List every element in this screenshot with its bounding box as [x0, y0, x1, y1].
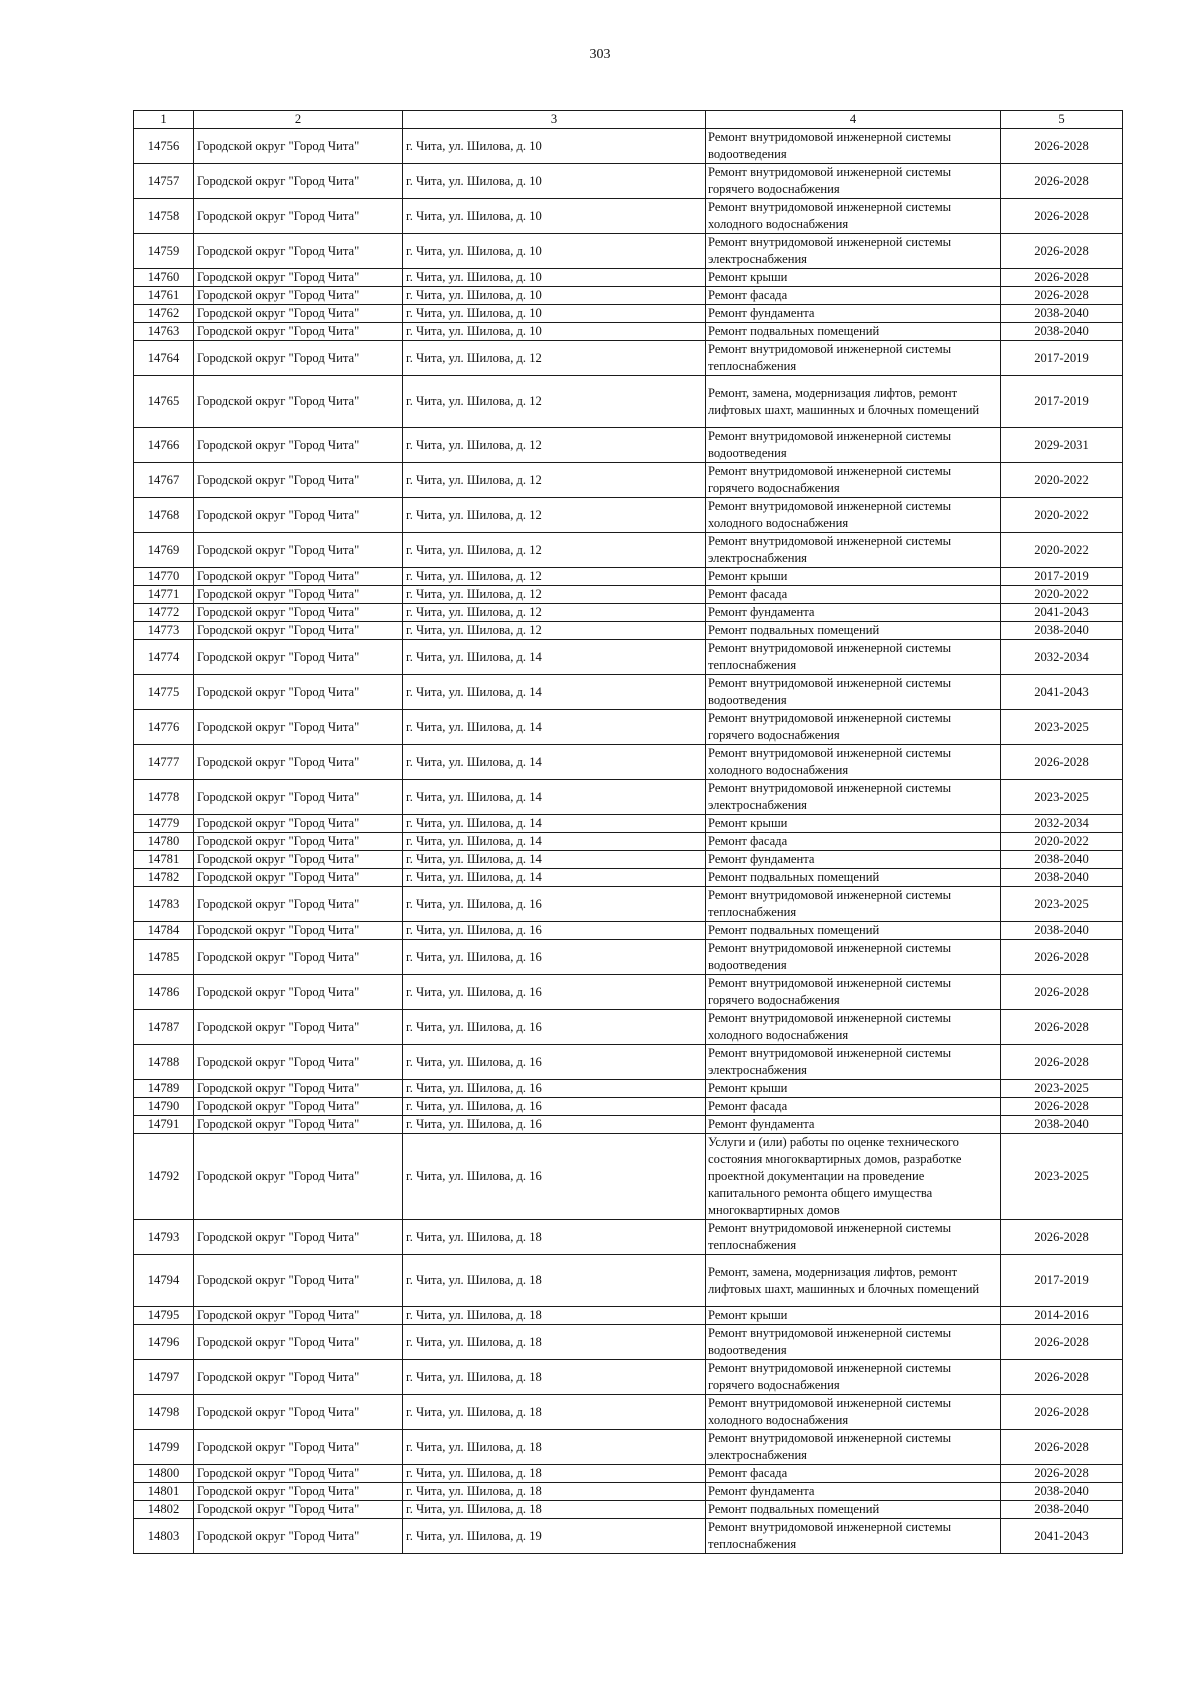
work-type-cell: Ремонт внутридомовой инженерной системы горячего водоснабжения [706, 975, 1001, 1010]
municipality-cell: Городской округ "Город Чита" [194, 1098, 403, 1116]
row-number-cell: 14795 [134, 1307, 194, 1325]
table-row [134, 1220, 1123, 1255]
row-number-cell: 14798 [134, 1395, 194, 1430]
address-cell: г. Чита, ул. Шилова, д. 14 [403, 675, 706, 710]
work-type-cell: Ремонт фасада [706, 833, 1001, 851]
work-type-cell: Ремонт внутридомовой инженерной системы водоотведения [706, 1325, 1001, 1360]
table-row [134, 586, 1123, 604]
table-row [134, 376, 1123, 428]
work-type-cell: Ремонт фасада [706, 287, 1001, 305]
address-cell: г. Чита, ул. Шилова, д. 16 [403, 922, 706, 940]
municipality-cell: Городской округ "Город Чита" [194, 1080, 403, 1098]
period-cell: 2017-2019 [1001, 568, 1123, 586]
work-type-cell: Ремонт крыши [706, 269, 1001, 287]
table-row [134, 1255, 1123, 1307]
municipality-cell: Городской округ "Город Чита" [194, 323, 403, 341]
work-type-cell: Ремонт внутридомовой инженерной системы горячего водоснабжения [706, 164, 1001, 199]
address-cell: г. Чита, ул. Шилова, д. 18 [403, 1501, 706, 1519]
row-number-cell: 14787 [134, 1010, 194, 1045]
work-type-cell: Ремонт внутридомовой инженерной системы холодного водоснабжения [706, 199, 1001, 234]
row-number-cell: 14786 [134, 975, 194, 1010]
table-row [134, 710, 1123, 745]
work-type-cell: Ремонт фасада [706, 586, 1001, 604]
work-type-cell: Ремонт внутридомовой инженерной системы электроснабжения [706, 780, 1001, 815]
work-type-cell: Ремонт крыши [706, 815, 1001, 833]
period-cell: 2026-2028 [1001, 975, 1123, 1010]
work-type-cell: Ремонт подвальных помещений [706, 869, 1001, 887]
row-number-cell: 14767 [134, 463, 194, 498]
row-number-cell: 14774 [134, 640, 194, 675]
work-type-cell: Ремонт фундамента [706, 604, 1001, 622]
address-cell: г. Чита, ул. Шилова, д. 14 [403, 869, 706, 887]
row-number-cell: 14770 [134, 568, 194, 586]
address-cell: г. Чита, ул. Шилова, д. 10 [403, 305, 706, 323]
municipality-cell: Городской округ "Город Чита" [194, 305, 403, 323]
table-row [134, 463, 1123, 498]
period-cell: 2026-2028 [1001, 1395, 1123, 1430]
municipality-cell: Городской округ "Город Чита" [194, 234, 403, 269]
municipality-cell: Городской округ "Город Чита" [194, 710, 403, 745]
period-cell: 2026-2028 [1001, 1220, 1123, 1255]
row-number-cell: 14785 [134, 940, 194, 975]
period-cell: 2038-2040 [1001, 1116, 1123, 1134]
table-row [134, 622, 1123, 640]
municipality-cell: Городской округ "Город Чита" [194, 1519, 403, 1554]
table-row [134, 869, 1123, 887]
table-row [134, 1325, 1123, 1360]
table-row [134, 1430, 1123, 1465]
period-cell: 2038-2040 [1001, 851, 1123, 869]
municipality-cell: Городской округ "Город Чита" [194, 269, 403, 287]
table-row [134, 1080, 1123, 1098]
work-type-cell: Ремонт фундамента [706, 851, 1001, 869]
work-type-cell: Ремонт фасада [706, 1465, 1001, 1483]
municipality-cell: Городской округ "Город Чита" [194, 780, 403, 815]
table-row [134, 428, 1123, 463]
address-cell: г. Чита, ул. Шилова, д. 16 [403, 1080, 706, 1098]
row-number-cell: 14783 [134, 887, 194, 922]
municipality-cell: Городской округ "Город Чита" [194, 1325, 403, 1360]
municipality-cell: Городской округ "Город Чита" [194, 1360, 403, 1395]
address-cell: г. Чита, ул. Шилова, д. 10 [403, 199, 706, 234]
table-row [134, 1045, 1123, 1080]
period-cell: 2026-2028 [1001, 234, 1123, 269]
row-number-cell: 14768 [134, 498, 194, 533]
address-cell: г. Чита, ул. Шилова, д. 16 [403, 1134, 706, 1220]
period-cell: 2032-2034 [1001, 640, 1123, 675]
work-type-cell: Ремонт, замена, модернизация лифтов, ремонт лифтовых шахт, машинных и блочных помещений [706, 1255, 1001, 1307]
municipality-cell: Городской округ "Город Чита" [194, 640, 403, 675]
work-type-cell: Ремонт внутридомовой инженерной системы водоотведения [706, 675, 1001, 710]
municipality-cell: Городской округ "Город Чита" [194, 1395, 403, 1430]
address-cell: г. Чита, ул. Шилова, д. 14 [403, 815, 706, 833]
period-cell: 2026-2028 [1001, 1465, 1123, 1483]
address-cell: г. Чита, ул. Шилова, д. 14 [403, 710, 706, 745]
address-cell: г. Чита, ул. Шилова, д. 12 [403, 498, 706, 533]
period-cell: 2038-2040 [1001, 622, 1123, 640]
period-cell: 2023-2025 [1001, 780, 1123, 815]
address-cell: г. Чита, ул. Шилова, д. 18 [403, 1325, 706, 1360]
municipality-cell: Городской округ "Город Чита" [194, 1045, 403, 1080]
period-cell: 2026-2028 [1001, 269, 1123, 287]
period-cell: 2023-2025 [1001, 1080, 1123, 1098]
address-cell: г. Чита, ул. Шилова, д. 14 [403, 851, 706, 869]
row-number-cell: 14791 [134, 1116, 194, 1134]
period-cell: 2017-2019 [1001, 1255, 1123, 1307]
table-row [134, 815, 1123, 833]
row-number-cell: 14789 [134, 1080, 194, 1098]
municipality-cell: Городской округ "Город Чита" [194, 922, 403, 940]
address-cell: г. Чита, ул. Шилова, д. 16 [403, 1045, 706, 1080]
row-number-cell: 14761 [134, 287, 194, 305]
table-row [134, 604, 1123, 622]
municipality-cell: Городской округ "Город Чита" [194, 1465, 403, 1483]
address-cell: г. Чита, ул. Шилова, д. 12 [403, 622, 706, 640]
table-row [134, 922, 1123, 940]
table-body [134, 111, 1123, 1554]
period-cell: 2038-2040 [1001, 922, 1123, 940]
address-cell: г. Чита, ул. Шилова, д. 19 [403, 1519, 706, 1554]
table-row [134, 851, 1123, 869]
municipality-cell: Городской округ "Город Чита" [194, 745, 403, 780]
work-type-cell: Ремонт внутридомовой инженерной системы теплоснабжения [706, 887, 1001, 922]
work-type-cell: Ремонт крыши [706, 1307, 1001, 1325]
column-header: 3 [403, 111, 706, 129]
table-row [134, 1098, 1123, 1116]
address-cell: г. Чита, ул. Шилова, д. 18 [403, 1430, 706, 1465]
address-cell: г. Чита, ул. Шилова, д. 12 [403, 533, 706, 568]
address-cell: г. Чита, ул. Шилова, д. 12 [403, 463, 706, 498]
period-cell: 2029-2031 [1001, 428, 1123, 463]
row-number-cell: 14765 [134, 376, 194, 428]
table-row [134, 887, 1123, 922]
municipality-cell: Городской округ "Город Чита" [194, 586, 403, 604]
period-cell: 2020-2022 [1001, 533, 1123, 568]
period-cell: 2032-2034 [1001, 815, 1123, 833]
address-cell: г. Чита, ул. Шилова, д. 12 [403, 568, 706, 586]
municipality-cell: Городской округ "Город Чита" [194, 568, 403, 586]
address-cell: г. Чита, ул. Шилова, д. 16 [403, 1098, 706, 1116]
address-cell: г. Чита, ул. Шилова, д. 18 [403, 1255, 706, 1307]
period-cell: 2017-2019 [1001, 376, 1123, 428]
row-number-cell: 14790 [134, 1098, 194, 1116]
work-type-cell: Ремонт крыши [706, 568, 1001, 586]
row-number-cell: 14764 [134, 341, 194, 376]
address-cell: г. Чита, ул. Шилова, д. 18 [403, 1360, 706, 1395]
address-cell: г. Чита, ул. Шилова, д. 16 [403, 1116, 706, 1134]
table-row [134, 533, 1123, 568]
address-cell: г. Чита, ул. Шилова, д. 18 [403, 1220, 706, 1255]
row-number-cell: 14771 [134, 586, 194, 604]
work-type-cell: Ремонт фундамента [706, 305, 1001, 323]
municipality-cell: Городской округ "Город Чита" [194, 1307, 403, 1325]
address-cell: г. Чита, ул. Шилова, д. 16 [403, 940, 706, 975]
period-cell: 2041-2043 [1001, 675, 1123, 710]
work-type-cell: Ремонт внутридомовой инженерной системы холодного водоснабжения [706, 1010, 1001, 1045]
period-cell: 2014-2016 [1001, 1307, 1123, 1325]
address-cell: г. Чита, ул. Шилова, д. 10 [403, 287, 706, 305]
row-number-cell: 14766 [134, 428, 194, 463]
address-cell: г. Чита, ул. Шилова, д. 16 [403, 1010, 706, 1045]
work-type-cell: Ремонт внутридомовой инженерной системы электроснабжения [706, 1045, 1001, 1080]
work-type-cell: Ремонт внутридомовой инженерной системы водоотведения [706, 940, 1001, 975]
table-row [134, 833, 1123, 851]
municipality-cell: Городской округ "Город Чита" [194, 341, 403, 376]
work-type-cell: Ремонт внутридомовой инженерной системы горячего водоснабжения [706, 710, 1001, 745]
row-number-cell: 14773 [134, 622, 194, 640]
municipality-cell: Городской округ "Город Чита" [194, 287, 403, 305]
municipality-cell: Городской округ "Город Чита" [194, 869, 403, 887]
table-row [134, 129, 1123, 164]
table-row [134, 745, 1123, 780]
table-header-row [134, 111, 1123, 129]
row-number-cell: 14797 [134, 1360, 194, 1395]
work-type-cell: Ремонт внутридомовой инженерной системы холодного водоснабжения [706, 1395, 1001, 1430]
municipality-cell: Городской округ "Город Чита" [194, 1255, 403, 1307]
work-type-cell: Ремонт фундамента [706, 1483, 1001, 1501]
period-cell: 2041-2043 [1001, 1519, 1123, 1554]
address-cell: г. Чита, ул. Шилова, д. 10 [403, 234, 706, 269]
municipality-cell: Городской округ "Город Чита" [194, 1116, 403, 1134]
table-row [134, 1519, 1123, 1554]
work-type-cell: Ремонт подвальных помещений [706, 323, 1001, 341]
period-cell: 2023-2025 [1001, 1134, 1123, 1220]
table-row [134, 269, 1123, 287]
address-cell: г. Чита, ул. Шилова, д. 16 [403, 975, 706, 1010]
address-cell: г. Чита, ул. Шилова, д. 12 [403, 604, 706, 622]
column-header: 2 [194, 111, 403, 129]
row-number-cell: 14769 [134, 533, 194, 568]
work-type-cell: Ремонт внутридомовой инженерной системы электроснабжения [706, 1430, 1001, 1465]
municipality-cell: Городской округ "Город Чита" [194, 533, 403, 568]
municipality-cell: Городской округ "Город Чита" [194, 940, 403, 975]
row-number-cell: 14759 [134, 234, 194, 269]
table-row [134, 675, 1123, 710]
table-row [134, 1134, 1123, 1220]
row-number-cell: 14772 [134, 604, 194, 622]
page-number: 303 [589, 47, 611, 62]
work-type-cell: Ремонт подвальных помещений [706, 622, 1001, 640]
address-cell: г. Чита, ул. Шилова, д. 12 [403, 341, 706, 376]
table-row [134, 498, 1123, 533]
municipality-cell: Городской округ "Город Чита" [194, 463, 403, 498]
address-cell: г. Чита, ул. Шилова, д. 14 [403, 640, 706, 675]
period-cell: 2041-2043 [1001, 604, 1123, 622]
municipality-cell: Городской округ "Город Чита" [194, 1501, 403, 1519]
period-cell: 2026-2028 [1001, 1430, 1123, 1465]
row-number-cell: 14794 [134, 1255, 194, 1307]
work-type-cell: Ремонт внутридомовой инженерной системы водоотведения [706, 129, 1001, 164]
municipality-cell: Городской округ "Город Чита" [194, 833, 403, 851]
address-cell: г. Чита, ул. Шилова, д. 12 [403, 428, 706, 463]
work-type-cell: Ремонт фасада [706, 1098, 1001, 1116]
table-row [134, 234, 1123, 269]
address-cell: г. Чита, ул. Шилова, д. 12 [403, 586, 706, 604]
work-type-cell: Ремонт внутридомовой инженерной системы водоотведения [706, 428, 1001, 463]
table-row [134, 323, 1123, 341]
period-cell: 2038-2040 [1001, 1483, 1123, 1501]
work-type-cell: Ремонт внутридомовой инженерной системы теплоснабжения [706, 640, 1001, 675]
row-number-cell: 14763 [134, 323, 194, 341]
table-row [134, 1307, 1123, 1325]
period-cell: 2026-2028 [1001, 1098, 1123, 1116]
municipality-cell: Городской округ "Город Чита" [194, 975, 403, 1010]
period-cell: 2038-2040 [1001, 1501, 1123, 1519]
table-row [134, 1116, 1123, 1134]
period-cell: 2026-2028 [1001, 164, 1123, 199]
period-cell: 2038-2040 [1001, 305, 1123, 323]
address-cell: г. Чита, ул. Шилова, д. 18 [403, 1483, 706, 1501]
address-cell: г. Чита, ул. Шилова, д. 18 [403, 1307, 706, 1325]
address-cell: г. Чита, ул. Шилова, д. 10 [403, 323, 706, 341]
address-cell: г. Чита, ул. Шилова, д. 14 [403, 833, 706, 851]
address-cell: г. Чита, ул. Шилова, д. 10 [403, 164, 706, 199]
municipality-cell: Городской округ "Город Чита" [194, 815, 403, 833]
column-header: 4 [706, 111, 1001, 129]
work-type-cell: Ремонт внутридомовой инженерной системы холодного водоснабжения [706, 745, 1001, 780]
address-cell: г. Чита, ул. Шилова, д. 18 [403, 1465, 706, 1483]
municipality-cell: Городской округ "Город Чита" [194, 498, 403, 533]
row-number-cell: 14788 [134, 1045, 194, 1080]
work-type-cell: Ремонт внутридомовой инженерной системы электроснабжения [706, 533, 1001, 568]
municipality-cell: Городской округ "Город Чита" [194, 1483, 403, 1501]
table-row [134, 1395, 1123, 1430]
row-number-cell: 14760 [134, 269, 194, 287]
work-type-cell: Ремонт внутридомовой инженерной системы холодного водоснабжения [706, 498, 1001, 533]
row-number-cell: 14779 [134, 815, 194, 833]
period-cell: 2020-2022 [1001, 586, 1123, 604]
row-number-cell: 14775 [134, 675, 194, 710]
table-row [134, 305, 1123, 323]
period-cell: 2020-2022 [1001, 498, 1123, 533]
period-cell: 2017-2019 [1001, 341, 1123, 376]
column-header: 1 [134, 111, 194, 129]
table-row [134, 640, 1123, 675]
municipality-cell: Городской округ "Город Чита" [194, 1430, 403, 1465]
row-number-cell: 14780 [134, 833, 194, 851]
address-cell: г. Чита, ул. Шилова, д. 18 [403, 1395, 706, 1430]
row-number-cell: 14782 [134, 869, 194, 887]
municipality-cell: Городской округ "Город Чита" [194, 129, 403, 164]
address-cell: г. Чита, ул. Шилова, д. 16 [403, 887, 706, 922]
period-cell: 2020-2022 [1001, 463, 1123, 498]
period-cell: 2026-2028 [1001, 1360, 1123, 1395]
table-row [134, 1465, 1123, 1483]
period-cell: 2026-2028 [1001, 1325, 1123, 1360]
municipality-cell: Городской округ "Город Чита" [194, 428, 403, 463]
address-cell: г. Чита, ул. Шилова, д. 10 [403, 129, 706, 164]
row-number-cell: 14802 [134, 1501, 194, 1519]
row-number-cell: 14756 [134, 129, 194, 164]
municipality-cell: Городской округ "Город Чита" [194, 604, 403, 622]
period-cell: 2026-2028 [1001, 1010, 1123, 1045]
period-cell: 2026-2028 [1001, 199, 1123, 234]
table-row [134, 780, 1123, 815]
table-row [134, 287, 1123, 305]
table-row [134, 975, 1123, 1010]
row-number-cell: 14792 [134, 1134, 194, 1220]
municipality-cell: Городской округ "Город Чита" [194, 1220, 403, 1255]
row-number-cell: 14778 [134, 780, 194, 815]
municipality-cell: Городской округ "Город Чита" [194, 1010, 403, 1045]
work-type-cell: Ремонт крыши [706, 1080, 1001, 1098]
row-number-cell: 14793 [134, 1220, 194, 1255]
column-header: 5 [1001, 111, 1123, 129]
municipality-cell: Городской округ "Город Чита" [194, 622, 403, 640]
municipality-cell: Городской округ "Город Чита" [194, 1134, 403, 1220]
period-cell: 2026-2028 [1001, 287, 1123, 305]
period-cell: 2026-2028 [1001, 129, 1123, 164]
capital-repair-table [133, 110, 1123, 1554]
work-type-cell: Ремонт, замена, модернизация лифтов, ремонт лифтовых шахт, машинных и блочных помещений [706, 376, 1001, 428]
table-row [134, 568, 1123, 586]
row-number-cell: 14758 [134, 199, 194, 234]
table-row [134, 199, 1123, 234]
address-cell: г. Чита, ул. Шилова, д. 14 [403, 745, 706, 780]
municipality-cell: Городской округ "Город Чита" [194, 675, 403, 710]
table-row [134, 341, 1123, 376]
work-type-cell: Ремонт внутридомовой инженерной системы горячего водоснабжения [706, 463, 1001, 498]
table-row [134, 1483, 1123, 1501]
row-number-cell: 14799 [134, 1430, 194, 1465]
address-cell: г. Чита, ул. Шилова, д. 14 [403, 780, 706, 815]
row-number-cell: 14781 [134, 851, 194, 869]
work-type-cell: Ремонт внутридомовой инженерной системы теплоснабжения [706, 341, 1001, 376]
work-type-cell: Ремонт внутридомовой инженерной системы теплоснабжения [706, 1519, 1001, 1554]
work-type-cell: Ремонт внутридомовой инженерной системы электроснабжения [706, 234, 1001, 269]
period-cell: 2026-2028 [1001, 940, 1123, 975]
address-cell: г. Чита, ул. Шилова, д. 12 [403, 376, 706, 428]
row-number-cell: 14777 [134, 745, 194, 780]
row-number-cell: 14784 [134, 922, 194, 940]
municipality-cell: Городской округ "Город Чита" [194, 199, 403, 234]
row-number-cell: 14757 [134, 164, 194, 199]
work-type-cell: Ремонт подвальных помещений [706, 922, 1001, 940]
row-number-cell: 14803 [134, 1519, 194, 1554]
period-cell: 2020-2022 [1001, 833, 1123, 851]
row-number-cell: 14800 [134, 1465, 194, 1483]
period-cell: 2023-2025 [1001, 710, 1123, 745]
table-row [134, 164, 1123, 199]
period-cell: 2023-2025 [1001, 887, 1123, 922]
period-cell: 2038-2040 [1001, 323, 1123, 341]
table-row [134, 1501, 1123, 1519]
period-cell: 2026-2028 [1001, 1045, 1123, 1080]
period-cell: 2038-2040 [1001, 869, 1123, 887]
work-type-cell: Ремонт внутридомовой инженерной системы горячего водоснабжения [706, 1360, 1001, 1395]
municipality-cell: Городской округ "Город Чита" [194, 164, 403, 199]
work-type-cell: Ремонт внутридомовой инженерной системы теплоснабжения [706, 1220, 1001, 1255]
row-number-cell: 14796 [134, 1325, 194, 1360]
table-row [134, 1360, 1123, 1395]
period-cell: 2026-2028 [1001, 745, 1123, 780]
table-row [134, 940, 1123, 975]
work-type-cell: Услуги и (или) работы по оценке технического состояния многоквартирных домов, разработке проектной документации на проведение капитального ремонта общего имущества многоквартирных домов [706, 1134, 1001, 1220]
row-number-cell: 14776 [134, 710, 194, 745]
work-type-cell: Ремонт фундамента [706, 1116, 1001, 1134]
table-row [134, 1010, 1123, 1045]
municipality-cell: Городской округ "Город Чита" [194, 851, 403, 869]
row-number-cell: 14801 [134, 1483, 194, 1501]
address-cell: г. Чита, ул. Шилова, д. 10 [403, 269, 706, 287]
work-type-cell: Ремонт подвальных помещений [706, 1501, 1001, 1519]
municipality-cell: Городской округ "Город Чита" [194, 887, 403, 922]
row-number-cell: 14762 [134, 305, 194, 323]
municipality-cell: Городской округ "Город Чита" [194, 376, 403, 428]
